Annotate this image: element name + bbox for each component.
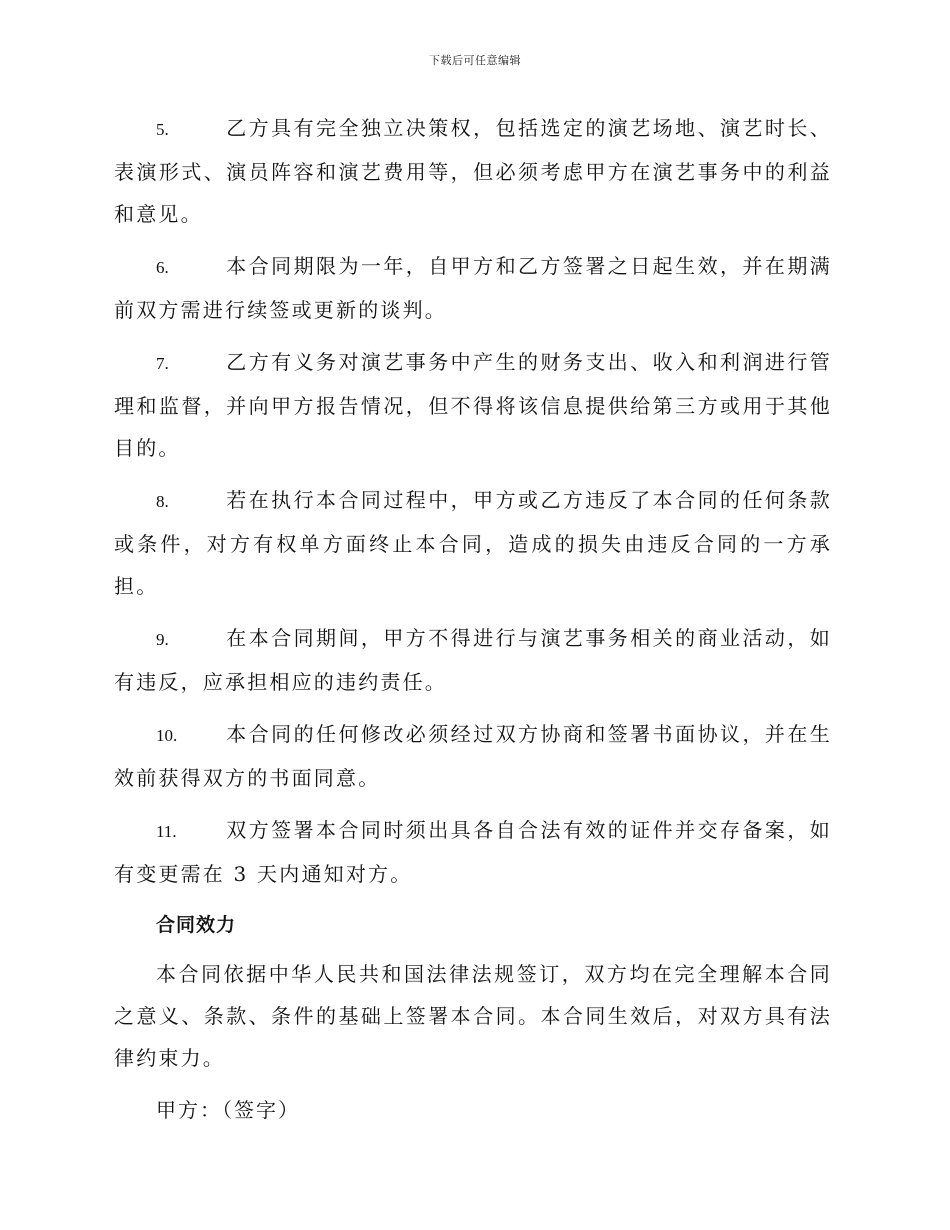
clause-number: 10. bbox=[156, 726, 178, 745]
clause-text: 若在执行本合同过程中，甲方或乙方违反了本合同的任何条款或条件，对方有权单方面终止本合同，造成的损失由违反合同的一方承担。 bbox=[114, 488, 832, 598]
clause-text: 乙方有义务对演艺事务中产生的财务支出、收入和利润进行管理和监督，并向甲方报告情况，但不得将该信息提供给第三方或用于其他目的。 bbox=[114, 350, 832, 460]
clause-number: 6. bbox=[156, 258, 169, 277]
clause-number: 7. bbox=[156, 354, 169, 373]
validity-paragraph: 本合同依据中华人民共和国法律法规签订，双方均在完全理解本合同之意义、条款、条件的基础上签署本合同。本合同生效后，对双方具有法律约束力。 bbox=[114, 962, 832, 1070]
clause-8 bbox=[114, 479, 832, 607]
clause-9 bbox=[114, 617, 832, 703]
clause-6 bbox=[114, 245, 832, 331]
party-a-signature-line: 甲方：（签字） bbox=[156, 1098, 300, 1122]
clause-text: 本合同的任何修改必须经过双方协商和签署书面协议，并在生效前获得双方的书面同意。 bbox=[114, 722, 832, 790]
clause-number: 9. bbox=[156, 630, 169, 649]
clause-11 bbox=[114, 809, 832, 895]
clause-text: 在本合同期间，甲方不得进行与演艺事务相关的商业活动，如有违反，应承担相应的违约责任。 bbox=[114, 626, 832, 694]
header-note: 下载后可任意编辑 bbox=[429, 54, 521, 67]
document-body bbox=[114, 107, 832, 1131]
clause-10 bbox=[114, 713, 832, 799]
clause-number: 5. bbox=[156, 120, 169, 139]
clause-number: 11. bbox=[156, 822, 177, 841]
clause-number: 8. bbox=[156, 492, 169, 511]
clause-text: 乙方具有完全独立决策权，包括选定的演艺场地、演艺时长、表演形式、演员阵容和演艺费用等，但必须考虑甲方在演艺事务中的利益和意见。 bbox=[114, 116, 832, 226]
clause-text: 双方签署本合同时须出具各自合法有效的证件并交存备案，如有变更需在 3 天内通知对方。 bbox=[114, 818, 832, 886]
clause-text: 本合同期限为一年，自甲方和乙方签署之日起生效，并在期满前双方需进行续签或更新的谈判。 bbox=[114, 254, 832, 322]
clause-5 bbox=[114, 107, 832, 235]
section-heading-validity: 合同效力 bbox=[156, 914, 237, 936]
clause-7 bbox=[114, 341, 832, 469]
